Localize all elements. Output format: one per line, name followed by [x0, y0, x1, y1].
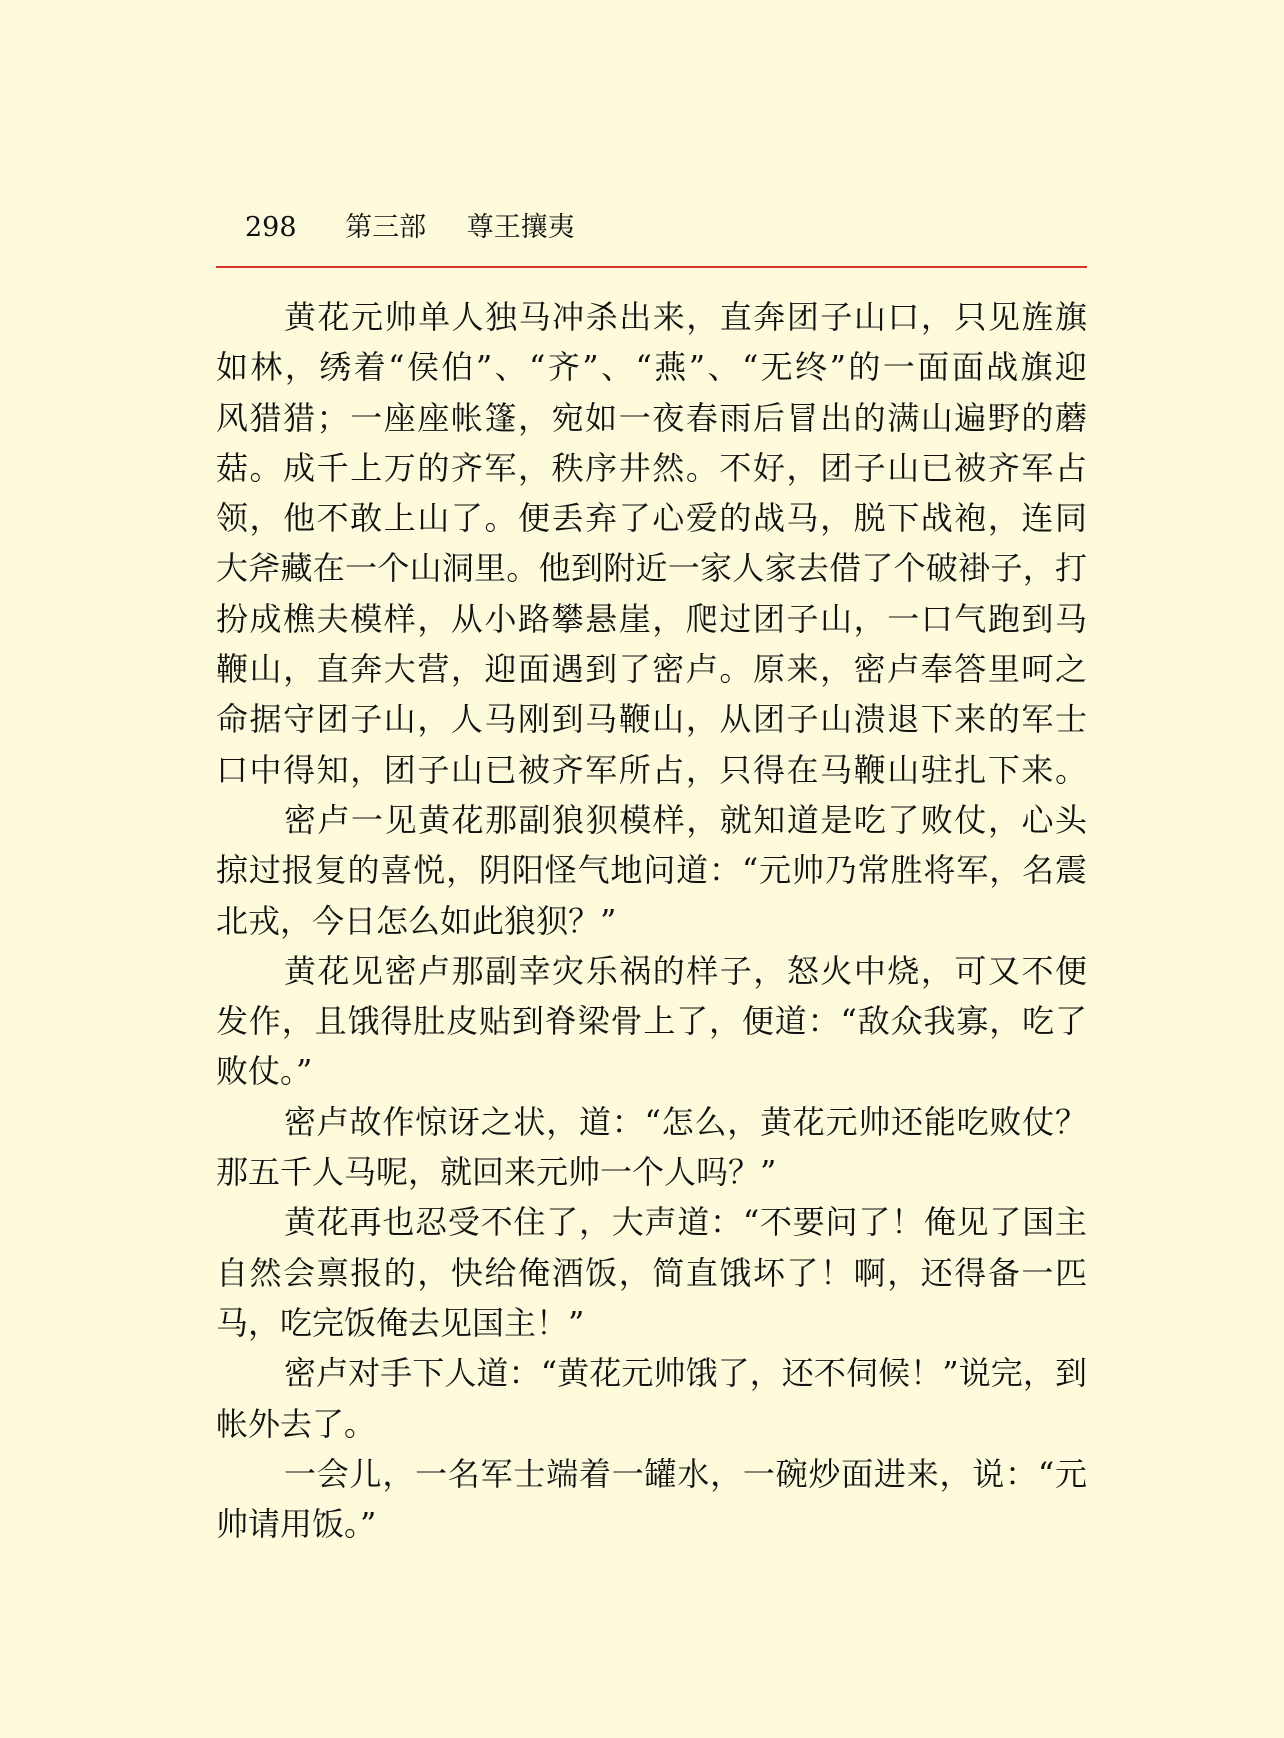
- text-line: 帐外去了。: [216, 1404, 377, 1443]
- text-line: 马，吃完饭俺去见国主！”: [216, 1303, 585, 1342]
- text-line: 帅请用饭。”: [216, 1505, 377, 1544]
- text-line: 命据守团子山，人马刚到马鞭山，从团子山溃退下来的军士: [216, 700, 1087, 739]
- part-title: 尊王攘夷: [466, 212, 575, 243]
- text-line: 发作，且饿得肚皮贴到脊梁骨上了，便道：“敌众我寡，吃了: [216, 1002, 1087, 1041]
- text-line: 领，他不敢上山了。便丢弃了心爱的战马，脱下战袍，连同: [216, 499, 1087, 538]
- text-line: 一会儿，一名军士端着一罐水，一碗炒面进来，说：“元: [284, 1454, 1087, 1493]
- text-line: 黄花再也忍受不住了，大声道：“不要问了！俺见了国主: [284, 1203, 1087, 1242]
- text-line: 掠过报复的喜悦，阴阳怪气地问道：“元帅乃常胜将军，名震: [216, 851, 1087, 890]
- text-line: 那五千人马呢，就回来元帅一个人吗？”: [216, 1153, 777, 1192]
- text-line: 风猎猎；一座座帐篷，宛如一夜春雨后冒出的满山遍野的蘑: [216, 398, 1087, 437]
- header-rule: [216, 266, 1087, 268]
- text-line: 如林，绣着“侯伯”、“齐”、“燕”、“无终”的一面面战旗迎: [216, 348, 1087, 387]
- text-line: 密卢对手下人道：“黄花元帅饿了，还不伺候！”说完，到: [284, 1354, 1087, 1393]
- text-line: 黄花元帅单人独马冲杀出来，直奔团子山口，只见旌旗: [284, 298, 1087, 336]
- text-line: 鞭山，直奔大营，迎面遇到了密卢。原来，密卢奉答里呵之: [216, 650, 1087, 689]
- text-line: 黄花见密卢那副幸灾乐祸的样子，怒火中烧，可又不便: [284, 951, 1087, 990]
- text-line: 败仗。”: [216, 1052, 313, 1091]
- text-line: 菇。成千上万的齐军，秩序井然。不好，团子山已被齐军占: [216, 448, 1087, 487]
- text-line: 密卢一见黄花那副狼狈模样，就知道是吃了败仗，心头: [284, 800, 1087, 839]
- text-line: 密卢故作惊讶之状，道：“怎么，黄花元帅还能吃败仗？: [284, 1102, 1087, 1141]
- running-header: [245, 214, 575, 241]
- page-number: 298: [245, 212, 297, 243]
- text-line: 扮成樵夫模样，从小路攀悬崖，爬过团子山，一口气跑到马: [216, 599, 1087, 638]
- text-line: 口中得知，团子山已被齐军所占，只得在马鞭山驻扎下来。: [216, 750, 1087, 789]
- text-line: 自然会禀报的，快给俺酒饭，简直饿坏了！啊，还得备一匹: [216, 1253, 1087, 1292]
- text-line: 大斧藏在一个山洞里。他到附近一家人家去借了个破褂子，打: [216, 549, 1087, 588]
- body-text: [216, 292, 1087, 1549]
- text-line: 北戎，今日怎么如此狼狈？”: [216, 901, 617, 940]
- part-label: 第三部: [345, 212, 427, 243]
